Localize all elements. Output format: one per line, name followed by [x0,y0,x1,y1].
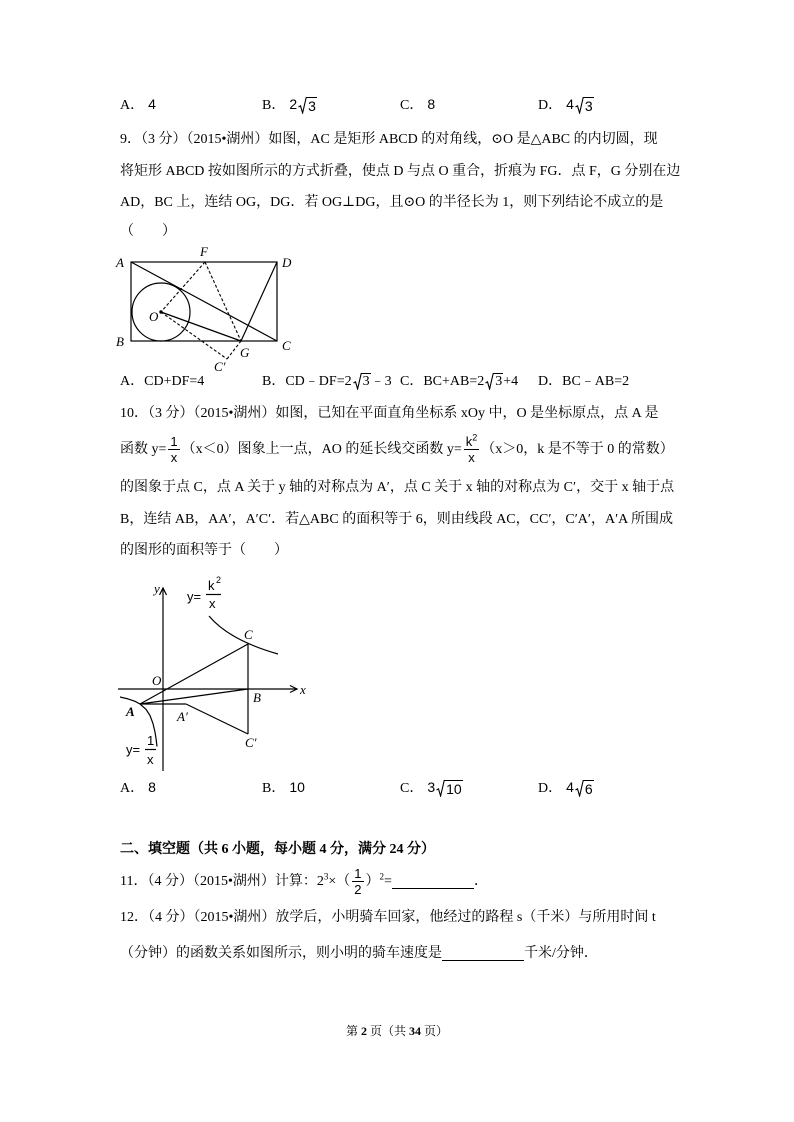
option-text: ﹣3 [370,374,392,389]
fold-segment-c-prime-g [227,341,241,359]
option-coefficient: 2 [289,96,298,112]
fold-segment-oc-prime [161,312,227,359]
q9-option-c [400,372,518,392]
label-x-axis: x [300,682,306,697]
square-root [485,373,503,390]
option-letter: D． [538,781,563,796]
radicand: 6 [584,781,593,798]
radical-sign-icon [575,780,584,797]
denominator: 2 [354,882,362,898]
curve-right-label-denominator: x [209,596,216,611]
q8-options-row [0,94,794,114]
numerator: 1 [354,866,362,882]
section-2-heading: 二、填空题（共 6 小题，每小题 4 分，满分 24 分） [120,842,435,857]
label-c-prime: C′ [245,735,257,750]
curve-right-label-prefix: y= [187,589,202,604]
radical-sign-icon [575,97,584,114]
q11-end: ． [473,874,488,889]
option-coefficient: 4 [566,779,574,795]
option-letter: C． [400,98,424,113]
q10-line-2 [120,433,674,467]
numerator-base: k [465,434,473,450]
option-letter: B． [262,98,286,113]
label-c: C [282,338,291,353]
q9-line-3: AD，BC 上，连结 OG，DG．若 OG⊥DG，且⊙O 的半径长为 1，则下列结论不成立的是 [120,195,664,210]
option-value: 4 [148,96,156,112]
square-root [575,780,594,797]
curve-right-label-numerator: k [208,578,215,593]
label-a: A [116,255,124,270]
option-text: BC﹣AB=2 [562,374,630,389]
q12-line-2 [120,945,598,963]
q10-text-segment: （x＜0）图象上一点，AO 的延长线交函数 y= [181,442,462,457]
curve-right-label-exponent: 2 [216,575,222,585]
label-f: F [200,244,208,259]
option-letter: A． [120,781,145,796]
option-letter: D． [538,98,563,113]
q10-options-row [0,777,794,797]
square-root [575,97,594,114]
option-text: CD﹣DF=2 [285,374,352,389]
option-letter: B． [262,374,286,389]
q10-line-1: 10．（3 分）（2015•湖州）如图，已知在平面直角坐标系 xOy 中，O 是坐标原点，点 A 是 [120,406,659,421]
option-coefficient: 3 [427,779,436,795]
option-value: 10 [289,779,305,795]
option-letter: D． [538,374,563,389]
label-origin: O [152,673,162,688]
q11-exponent-2: 2 [379,871,385,882]
fraction-one-over-x [168,434,179,465]
denominator: x [170,450,178,466]
fraction-one-half [352,866,363,897]
q10-text-segment: 函数 y= [120,442,167,457]
total-page-count: 34 [409,1024,421,1038]
q10-text-segment: （x＞0，k 是不等于 0 的常数） [481,442,674,457]
q10-line-4: B，连结 AB，AA′，A′C′．若△ABC 的面积等于 6，则由线段 AC，CC′，C′A′，A′A 所围成 [120,512,673,527]
q10-option-b [262,777,305,799]
q10-option-a [120,777,156,799]
label-a: A [126,704,135,719]
footer-text: 第 [345,1024,358,1038]
numerator: 1 [170,434,178,450]
segment-dg [241,262,277,341]
label-b: B [116,334,124,349]
label-d: D [282,255,292,270]
curve-left-label-prefix: y= [126,742,141,757]
radical-sign-icon [298,97,307,114]
option-value: 8 [427,96,436,112]
q9-options-row [0,372,794,392]
option-letter: B． [262,781,286,796]
q9-line-1: 9．（3 分）（2015•湖州）如图，AC 是矩形 ABCD 的对角线，⊙O 是△ABC 的内切圆，现 [120,132,658,147]
q10-line-3: 的图象于点 C，点 A 关于 y 轴的对称点为 A′，点 C 关于 x 轴的对称点为 C′，交于 x 轴于点 [120,480,675,495]
option-letter: C． [400,781,424,796]
numerator [464,434,480,450]
denominator: x [468,450,475,466]
label-o: O [149,309,159,324]
q9-figure [110,240,300,375]
q12-text-segment: 千米/分钟． [524,946,598,961]
radicand: 3 [362,374,370,390]
q10-figure [110,575,310,775]
square-root [298,97,317,114]
curve-left-label-denominator: x [147,752,154,767]
option-text: +4 [503,374,519,389]
label-g: G [240,345,250,360]
crease-fg [205,262,241,341]
fraction-k-squared-over-x [464,434,480,465]
option-coefficient: 4 [566,96,574,112]
q12-text-segment: （分钟）的函数关系如图所示，则小明的骑车速度是 [120,946,442,961]
fold-segment-fo [161,262,205,312]
segment-og [161,312,241,341]
option-letter: C． [400,374,424,389]
radicand: 3 [495,374,503,390]
radicand: 3 [308,98,316,115]
q8-option-d [538,94,594,116]
label-c: C [244,627,253,642]
footer-text: 页） [424,1024,449,1038]
segment-ab [140,689,248,704]
q11-times-open: ×（ [328,874,351,889]
label-a-prime: A′ [177,709,188,724]
numerator-exponent: 2 [472,432,478,443]
q9-option-b [262,372,392,392]
option-letter: A． [120,98,145,113]
segment-a-prime-c-prime [186,704,248,734]
q8-option-b [262,94,317,116]
answer-blank [392,874,474,889]
page-footer [0,1023,794,1039]
q8-option-c [400,94,435,116]
radical-sign-icon [353,373,362,390]
q8-option-a [120,94,156,116]
q10-line-5: 的图形的面积等于（ ） [120,543,288,558]
q11-exponent-1: 3 [323,871,329,882]
q11-close-paren: ） [365,874,380,889]
q9-option-d [538,372,629,392]
option-value: 8 [148,779,156,795]
curve-left-label-numerator: 1 [147,733,155,748]
radical-sign-icon [485,373,494,390]
q10-option-c [400,777,463,799]
option-text: CD+DF=4 [144,374,205,389]
footer-text: 页（共 [369,1024,406,1038]
q9-answer-parentheses: （ ） [120,224,176,239]
current-page-number: 2 [360,1024,367,1038]
diagonal-ac [131,262,277,341]
q11-equals: = [384,874,392,889]
label-y-axis: y [154,581,160,596]
q11-line [120,865,488,899]
q12-line-1: 12．（4 分）（2015•湖州）放学后，小明骑车回家，他经过的路程 s（千米）与所用时间 t [120,910,656,925]
q9-option-a [120,372,204,392]
label-c-prime: C′ [214,359,226,374]
option-text: BC+AB=2 [423,374,485,389]
q11-prefix: 11．（4 分）（2015•湖州）计算：2 [120,874,324,889]
radicand: 10 [446,781,462,798]
q9-line-2: 将矩形 ABCD 按如图所示的方式折叠，使点 D 与点 O 重合，折痕为 FG．点 F，G 分别在边 [120,164,681,179]
answer-blank [442,946,524,961]
square-root [436,780,463,797]
square-root [353,373,371,390]
radical-sign-icon [436,780,445,797]
option-letter: A． [120,374,145,389]
label-b: B [253,690,261,705]
radicand: 3 [584,98,593,115]
q10-option-d [538,777,594,799]
